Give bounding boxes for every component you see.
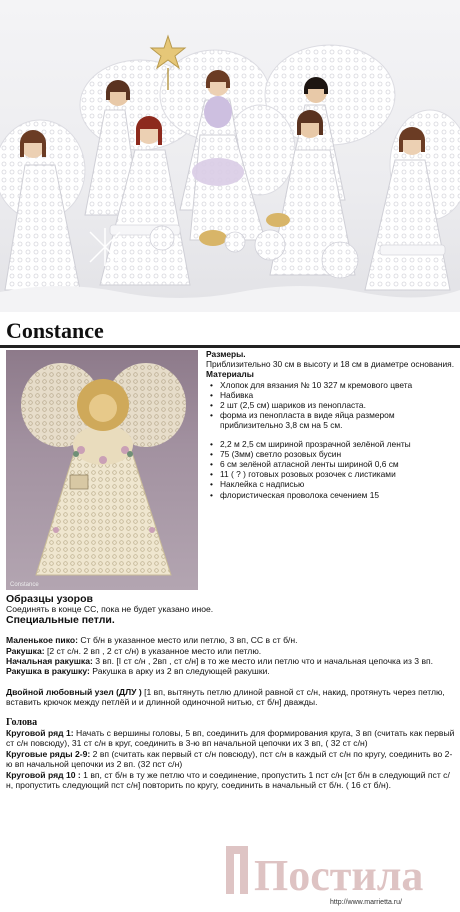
angels-illustration [0, 0, 460, 312]
knot-text: [1 вп, вытянуть петлю длиной равной ст с/н, накид, протянуть через петлю, вставить крючок между петлёй и и длинной одиночной нитью, ст б/н] дважды. [6, 686, 445, 708]
material-item: • 2 шт (2,5 см) шариков из пенопласта. [216, 400, 456, 410]
stitch-definition [6, 646, 456, 656]
material-item: • 2,2 м 2,5 см шириной прозрачной зелёной ленты [216, 439, 456, 449]
round-label: Круговые ряды 2-9: [6, 748, 91, 759]
material-item: • 11 ( ? ) готовых розовых розочек с листиками [216, 469, 456, 479]
postila-watermark [220, 836, 460, 900]
stitch-text: Ракушка в арку из 2 вп следующей ракушки. [89, 666, 270, 677]
round-instruction [6, 770, 456, 791]
angels-photo [0, 0, 460, 312]
material-item: • флористическая проволока сечением 15 [216, 490, 456, 500]
constance-angel-illustration [6, 350, 198, 590]
size-heading: Размеры. [206, 349, 246, 359]
special-stitches-heading: Специальные петли. [6, 613, 115, 626]
material-item: • Хлопок для вязания № 10 327 м кремового цвета [216, 380, 456, 390]
round-instruction [6, 749, 456, 770]
round-instruction [6, 728, 456, 749]
patterns-heading: Образцы узоров [6, 593, 93, 605]
material-item: • 6 см зелёной атласной ленты шириной 0,6 см [216, 459, 456, 469]
stitch-label: Маленькое пико: [6, 635, 79, 646]
materials-list-2 [206, 439, 456, 500]
stitch-label: Ракушка в ракушку: [6, 666, 90, 677]
round-text: Начать с вершины головы, 5 вп, соединить для формирования круга, 3 вп (считать как первый ст с/н повсюду), 31 ст с/н в круг, соединить в 3-ю вп начальной цепочки их 3 вп, ( 32 ст с/н) [6, 728, 455, 749]
source-url[interactable]: http://www.marrietta.ru/ [330, 899, 402, 906]
constance-angel-photo [6, 350, 198, 590]
materials-heading: Материалы [206, 369, 254, 380]
patterns-intro: Соединять в конце СС, пока не будет указано иное. [6, 604, 214, 615]
stitch-text: Ст б/н в указанное место или петлю, 3 вп, СС в ст б/н. [78, 635, 298, 646]
material-item: • форма из пенопласта в виде яйца размером приблизительно 3,8 см на 5 см. [216, 410, 456, 430]
stitch-definition [6, 666, 456, 676]
specifications [206, 349, 456, 500]
stitch-definition [6, 635, 456, 645]
material-item: • Наклейка с надписью [216, 479, 456, 489]
stitch-label: Ракушка: [6, 645, 45, 656]
round-label: Круговой ряд 10 : [6, 769, 81, 780]
stitch-text: 3 вп. [I ст с/н , 2вп , ст с/н] в то же место или петлю что и начальная цепочка из 3 вп. [92, 656, 434, 667]
round-text: 1 вп, ст б/н в ту же петлю что и соединение, пропустить 1 пст с/н [ст б/н в следующий пст с/н, пропустить следующий пст с/н] повторить по кругу, соединить в начальный ст б/н. ( 16 ст б/н). [6, 769, 450, 791]
instructions [6, 594, 456, 791]
title-divider [0, 345, 460, 348]
stitch-label: Начальная ракушка: [6, 656, 93, 667]
round-label: Круговой ряд 1: [6, 728, 74, 739]
knot-definition [6, 687, 456, 708]
stitch-text: [2 ст с/н. 2 вп , 2 ст с/н) в указанное место или петлю. [44, 645, 262, 656]
knot-label: Двойной любовный узел (ДЛУ ) [6, 686, 142, 697]
head-heading: Голова [6, 716, 38, 728]
photo-caption: Constance [10, 582, 39, 588]
material-item: • Набивка [216, 390, 456, 400]
materials-list-1 [206, 380, 456, 431]
stitch-definition [6, 656, 456, 666]
size-text: Приблизительно 30 см в высоту и 18 см в диаметре основания. [206, 359, 455, 370]
round-text: 2 вп (считать как первый ст с/н повсюду), пст с/н в каждый ст с/н по кругу, соединить во 2-ю вп начальной цепочки из 2 вп. (32 пст с/н) [6, 748, 453, 770]
material-item: • 75 (3мм) светло розовых бусин [216, 449, 456, 459]
pattern-title: Constance [6, 318, 104, 343]
watermark-text: Постила [254, 851, 424, 900]
